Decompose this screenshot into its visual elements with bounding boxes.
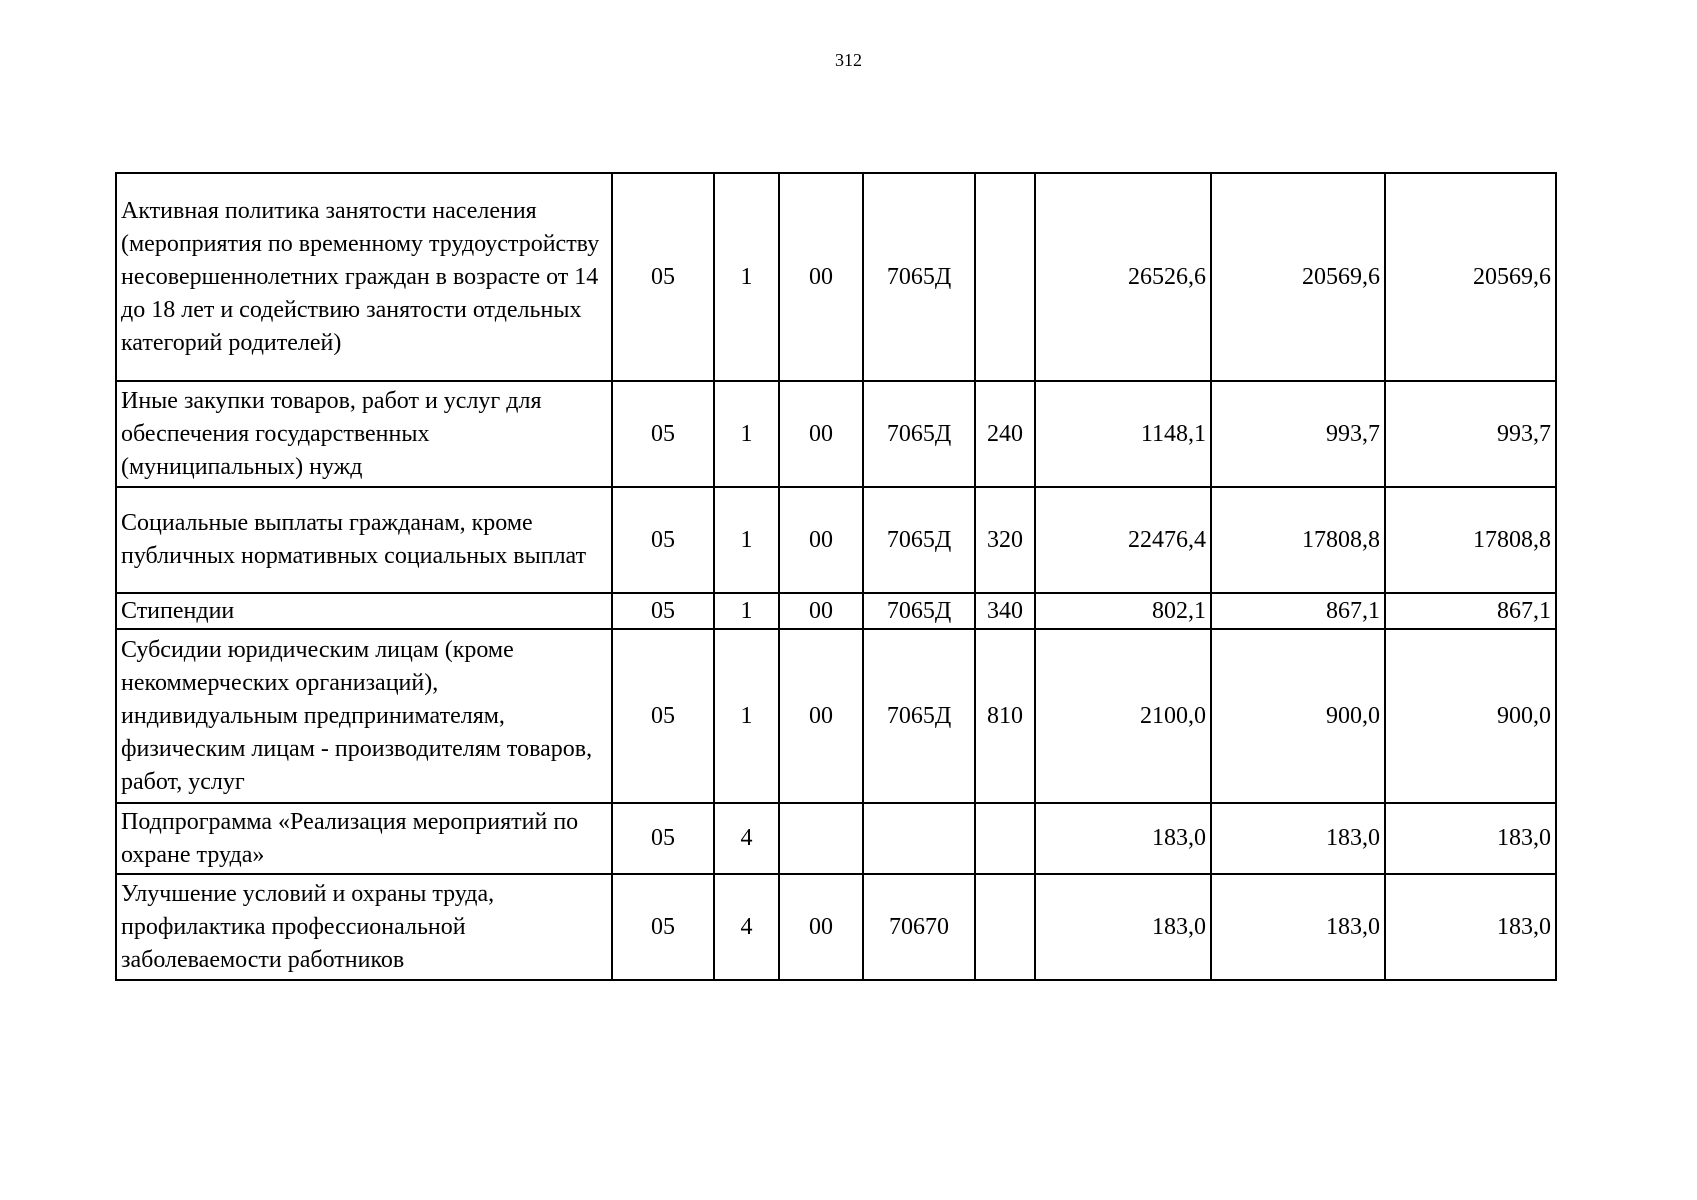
- direction-code-cell: 7065Д: [863, 629, 975, 803]
- section-code-cell: 05: [612, 487, 714, 593]
- amount-year-1-cell: 183,0: [1035, 874, 1211, 980]
- table-row: [116, 593, 1556, 629]
- amount-year-1-cell: 802,1: [1035, 593, 1211, 629]
- expense-type-cell: 340: [975, 593, 1035, 629]
- subprogram-code-cell: [779, 803, 863, 874]
- amount-year-1-cell: 183,0: [1035, 803, 1211, 874]
- amount-year-2-cell: 993,7: [1211, 381, 1385, 487]
- program-code-cell: 1: [714, 629, 779, 803]
- direction-code-cell: 7065Д: [863, 173, 975, 381]
- amount-year-2-cell: 183,0: [1211, 803, 1385, 874]
- direction-code-cell: 7065Д: [863, 487, 975, 593]
- table-row: [116, 803, 1556, 874]
- program-code-cell: 4: [714, 803, 779, 874]
- row-name-cell: Социальные выплаты гражданам, кроме публичных нормативных социальных выплат: [116, 487, 612, 593]
- amount-year-3-cell: 993,7: [1385, 381, 1556, 487]
- amount-year-3-cell: 183,0: [1385, 874, 1556, 980]
- expense-type-cell: 240: [975, 381, 1035, 487]
- amount-year-3-cell: 20569,6: [1385, 173, 1556, 381]
- amount-year-1-cell: 2100,0: [1035, 629, 1211, 803]
- budget-table: [115, 172, 1557, 981]
- amount-year-3-cell: 17808,8: [1385, 487, 1556, 593]
- section-code-cell: 05: [612, 381, 714, 487]
- row-name-cell: Стипендии: [116, 593, 612, 629]
- amount-year-1-cell: 1148,1: [1035, 381, 1211, 487]
- table-row: [116, 173, 1556, 381]
- direction-code-cell: 7065Д: [863, 381, 975, 487]
- program-code-cell: 1: [714, 381, 779, 487]
- amount-year-3-cell: 183,0: [1385, 803, 1556, 874]
- program-code-cell: 1: [714, 487, 779, 593]
- program-code-cell: 1: [714, 173, 779, 381]
- direction-code-cell: [863, 803, 975, 874]
- amount-year-2-cell: 20569,6: [1211, 173, 1385, 381]
- page-number: 312: [835, 50, 862, 70]
- row-name-cell: Улучшение условий и охраны труда, профилактика профессиональной заболеваемости работников: [116, 874, 612, 980]
- amount-year-2-cell: 183,0: [1211, 874, 1385, 980]
- expense-type-cell: [975, 803, 1035, 874]
- amount-year-3-cell: 900,0: [1385, 629, 1556, 803]
- table-row: [116, 629, 1556, 803]
- expense-type-cell: [975, 173, 1035, 381]
- section-code-cell: 05: [612, 593, 714, 629]
- amount-year-1-cell: 26526,6: [1035, 173, 1211, 381]
- program-code-cell: 1: [714, 593, 779, 629]
- section-code-cell: 05: [612, 173, 714, 381]
- subprogram-code-cell: 00: [779, 629, 863, 803]
- subprogram-code-cell: 00: [779, 593, 863, 629]
- amount-year-2-cell: 900,0: [1211, 629, 1385, 803]
- subprogram-code-cell: 00: [779, 381, 863, 487]
- amount-year-2-cell: 17808,8: [1211, 487, 1385, 593]
- direction-code-cell: 70670: [863, 874, 975, 980]
- table-row: [116, 381, 1556, 487]
- expense-type-cell: 320: [975, 487, 1035, 593]
- subprogram-code-cell: 00: [779, 487, 863, 593]
- row-name-cell: Активная политика занятости населения (мероприятия по временному трудоустройству несовершеннолетних граждан в возрасте от 14 до 18 лет и содействию занятости отдельных категорий родителей): [116, 173, 612, 381]
- expense-type-cell: 810: [975, 629, 1035, 803]
- row-name-cell: Иные закупки товаров, работ и услуг для обеспечения государственных (муниципальных) нужд: [116, 381, 612, 487]
- expense-type-cell: [975, 874, 1035, 980]
- table-row: [116, 874, 1556, 980]
- section-code-cell: 05: [612, 629, 714, 803]
- row-name-cell: Субсидии юридическим лицам (кроме некоммерческих организаций), индивидуальным предпринимателям, физическим лицам - производителям товаров, работ, услуг: [116, 629, 612, 803]
- amount-year-1-cell: 22476,4: [1035, 487, 1211, 593]
- program-code-cell: 4: [714, 874, 779, 980]
- section-code-cell: 05: [612, 803, 714, 874]
- direction-code-cell: 7065Д: [863, 593, 975, 629]
- row-name-cell: Подпрограмма «Реализация мероприятий по охране труда»: [116, 803, 612, 874]
- section-code-cell: 05: [612, 874, 714, 980]
- amount-year-2-cell: 867,1: [1211, 593, 1385, 629]
- amount-year-3-cell: 867,1: [1385, 593, 1556, 629]
- subprogram-code-cell: 00: [779, 173, 863, 381]
- table-row: [116, 487, 1556, 593]
- subprogram-code-cell: 00: [779, 874, 863, 980]
